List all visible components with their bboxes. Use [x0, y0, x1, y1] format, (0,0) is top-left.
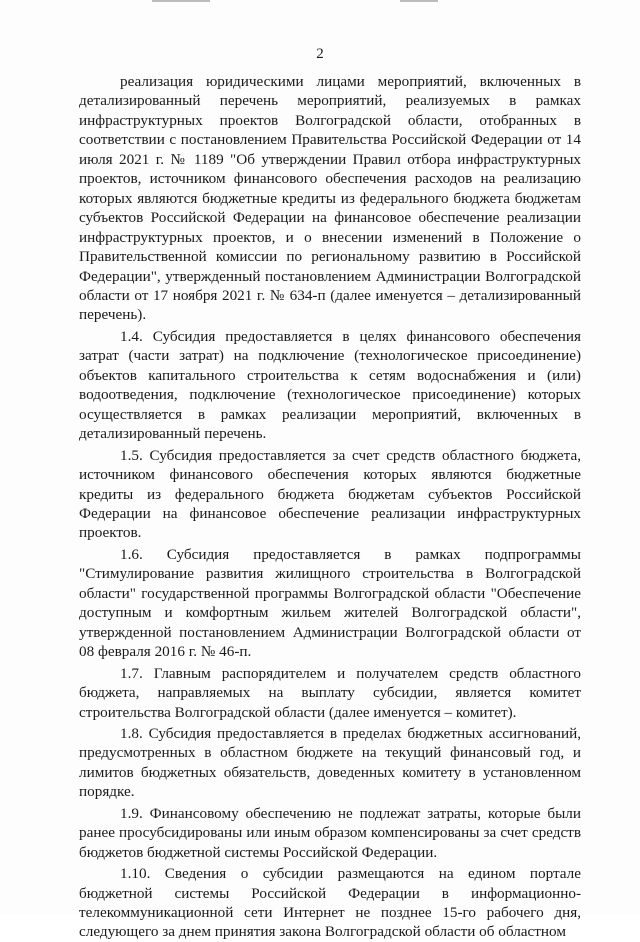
- scan-edge-mark: [152, 0, 210, 2]
- document-body: [79, 72, 581, 942]
- paragraph-1-4: 1.4. Субсидия предоставляется в целях финансового обеспечения затрат (части затрат) на подключение (технологическое присоединение) объектов капитального строительства к сетям водоснабжения и (или) водоотведения, подключение (технологическое присоединение) которых осуществляется в рамках реализации мероприятий, включенных в детализированный перечень.: [79, 327, 581, 443]
- scan-edge-mark: [400, 0, 438, 2]
- paragraph-1-8: 1.8. Субсидия предоставляется в пределах бюджетных ассигнований, предусмотренных в областном бюджете на текущий финансовый год, и лимитов бюджетных обязательств, доведенных комитету в установленном порядке.: [79, 724, 581, 801]
- page-number: 2: [316, 46, 324, 62]
- paragraph-1-9: 1.9. Финансовому обеспечению не подлежат затраты, которые были ранее просубсидированы или иным образом компенсированы за счет средств бюджетов бюджетной системы Российской Федерации.: [79, 804, 581, 861]
- paragraph-continuation: реализация юридическими лицами мероприятий, включенных в детализированный перечень мероприятий, реализуемых в рамках инфраструктурных проектов Волгоградской области, отобранных в соответствии с постановлением Правительства Российской Федерации от 14 июля 2021 г. № 1189 "Об утверждении Правил отбора инфраструктурных проектов, источником финансового обеспечения расходов на реализацию которых являются бюджетные кредиты из федерального бюджета бюджетам субъектов Российской Федерации на финансовое обеспечение реализации инфраструктурных проектов, и о внесении изменений в Положение о Правительственной комиссии по региональному развитию в Российской Федерации", утвержденный постановлением Администрации Волгоградской области от 17 ноября 2021 г. № 634-п (далее именуется – детализированный перечень).: [79, 73, 581, 324]
- paragraph-1-7: 1.7. Главным распорядителем и получателем средств областного бюджета, направляемых на выплату субсидии, является комитет строительства Волгоградской области (далее именуется – комитет).: [79, 664, 581, 721]
- paragraph-1-10: 1.10. Сведения о субсидии размещаются на едином портале бюджетной системы Российской Федерации в информационно-телекоммуникационной сети Интернет не позднее 15-го рабочего дня, следующего за днем принятия закона Волгоградской области об областном: [79, 865, 581, 941]
- paragraph-1-6: 1.6. Субсидия предоставляется в рамках подпрограммы "Стимулирование развития жилищного строительства в Волгоградской области" государственной программы Волгоградской области "Обеспечение доступным и комфортным жильем жителей Волгоградской области", утвержденной постановлением Администрации Волгоградской области от 08 февраля 2016 г. № 46-п.: [79, 545, 581, 661]
- paragraph-1-5: 1.5. Субсидия предоставляется за счет средств областного бюджета, источником финансового обеспечения которых являются бюджетные кредиты из федерального бюджета бюджетам субъектов Российской Федерации на финансовое обеспечение реализации инфраструктурных проектов.: [79, 446, 581, 542]
